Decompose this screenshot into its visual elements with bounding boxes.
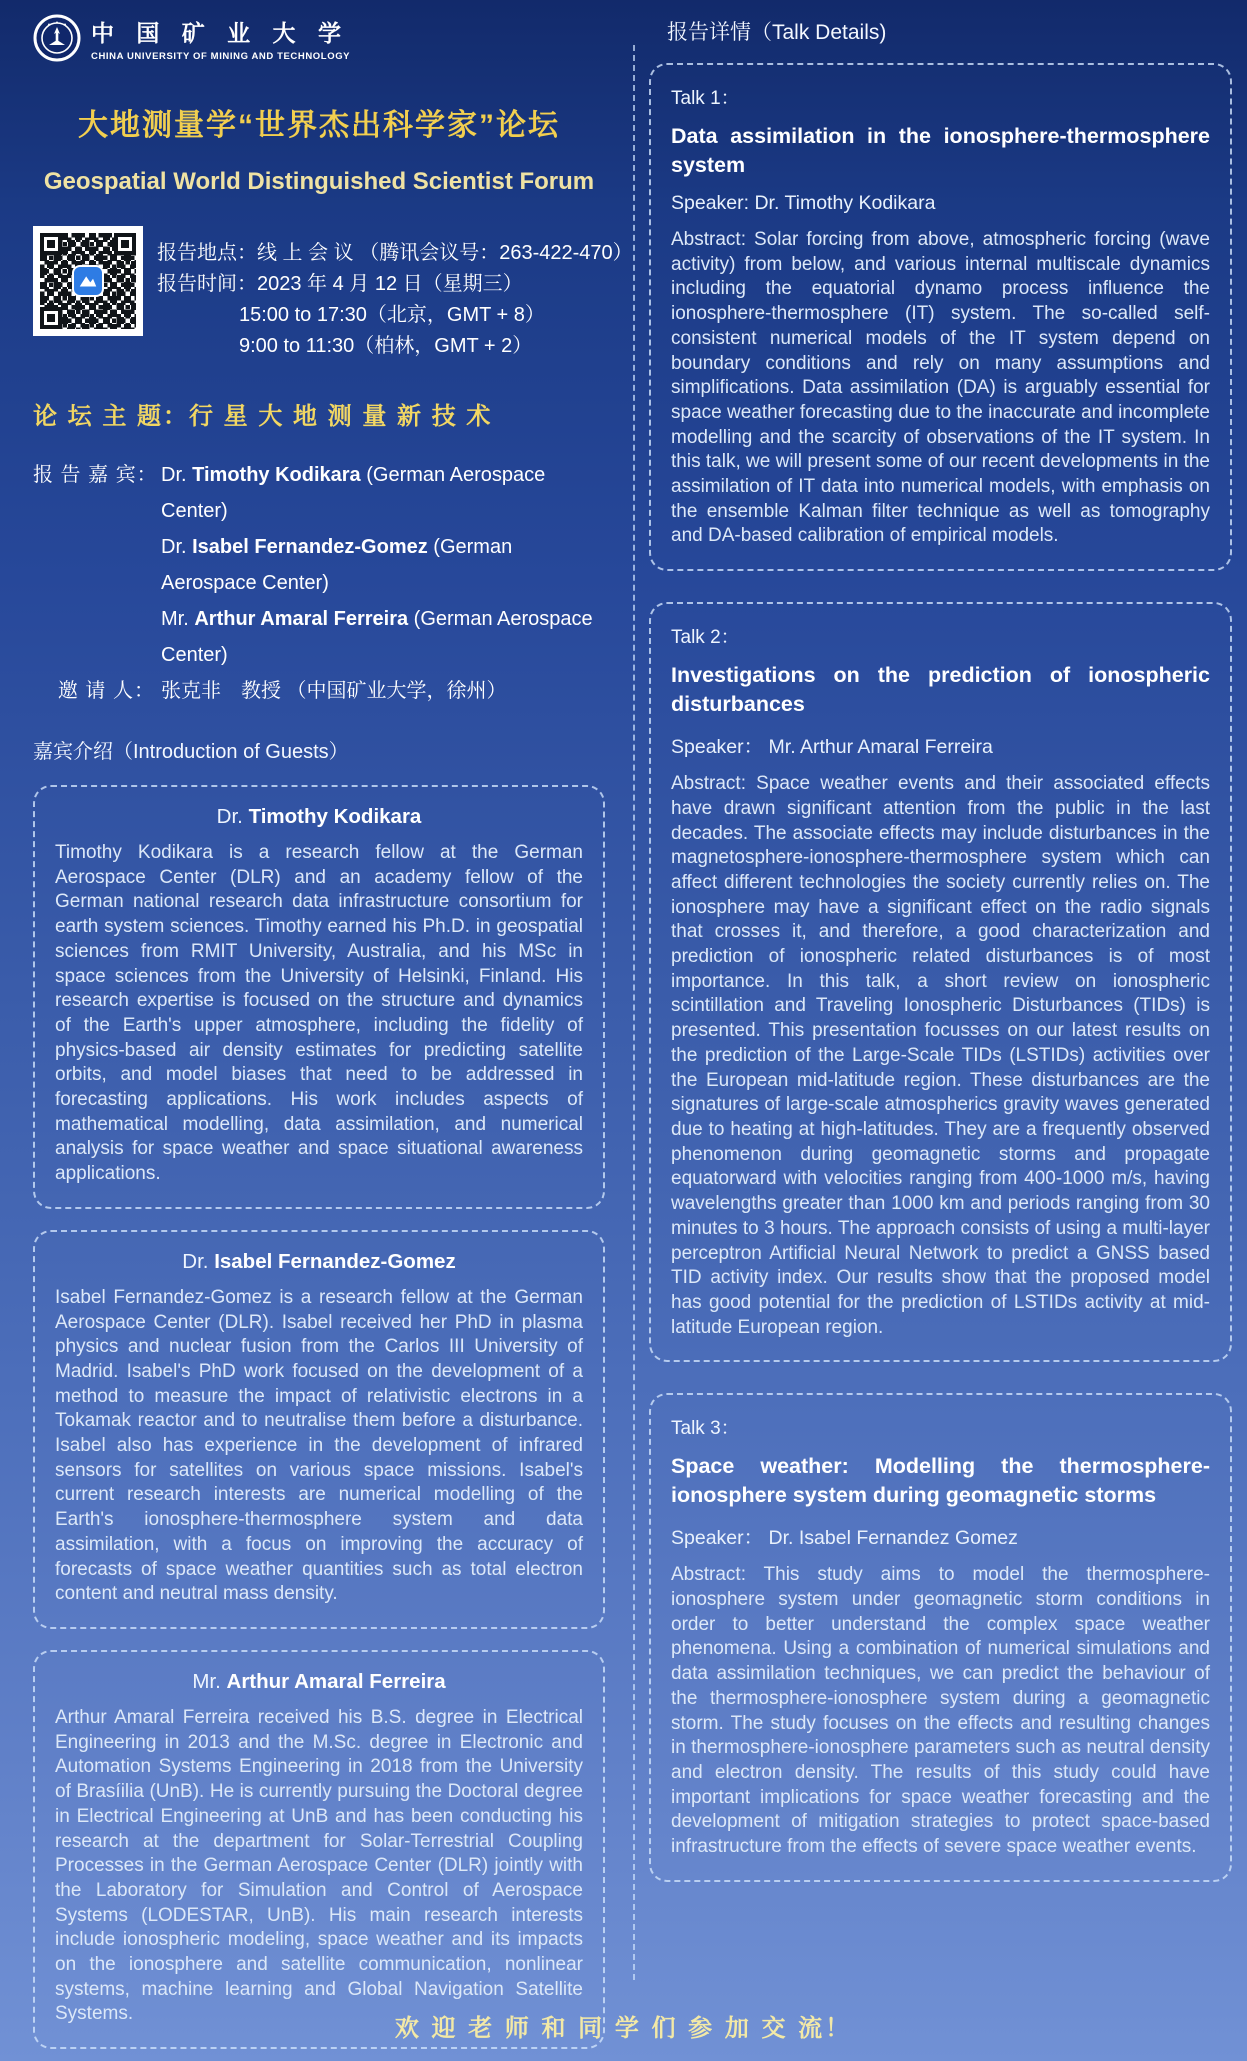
guest-name-heading	[55, 805, 583, 829]
guest-bio-card	[33, 785, 605, 1209]
forum-title-cn: 大地测量学“世界杰出科学家”论坛	[78, 109, 560, 142]
talks-section-title: 报告详情（Talk Details)	[667, 21, 887, 44]
forum-theme-label: 论 坛 主 题：	[33, 403, 190, 430]
guest-name: Arthur Amaral Ferreira	[226, 1669, 446, 1693]
university-name-cn: 中 国 矿 业 大 学	[91, 19, 349, 46]
talk-abstract: Abstract: Space weather events and their associated effects have drawn significant attention from the public in the last decades. The associate effects may include disturbances in the magnetosphere-ionosphere-thermosphere system which can affect different technologies the society currently relies on. The ionosphere may have a significant effect on the radio signals that crosses it, and therefore, a good characterization and prediction of ionospheric related disturbances is of most importance. In this talk, a short review on ionospheric scintillation and Traveling Ionospheric Disturbances (TIDs) is presented. This presentation focusses on our latest results on the prediction of the Large-Scale TIDs (LSTIDs) activities over the European mid-latitude region. These disturbances are the signatures of large-scale atmospherics gravity waves generated due to heating at high-latitudes. They are a frequently observed phenomenon during geomagnetic storms and propagate equatorward with velocities ranging from 400-1000 m/s, having wavelengths greater than 1000 km and periods ranging from 30 minutes to 3 hours. The approach consists of using a multi-layer perceptron Artificial Neural Network to predict a GNSS based TID activity index. Our results show that the proposed model has good potential for the prediction of LSTIDs activity at mid-latitude European region.	[671, 773, 1210, 1338]
speaker-affiliation: (German Aerospace Center)	[161, 464, 546, 522]
guest-prefix: Dr.	[182, 1249, 215, 1273]
forum-title-en: Geospatial World Distinguished Scientist Forum	[43, 168, 595, 195]
talk-abstract: Abstract: This study aims to model the thermosphere-ionosphere system under geomagnetic storm conditions in order to better understand the complex space weather phenomena. Using a combination of numerical simulations and data assimilation techniques, we can predict the behaviour of the thermosphere-ionosphere system during a geomagnetic storm. The study focuses on the effects and resulting changes in thermosphere-ionosphere parameters such as neutral density and electron density. The results of this study could have important implications for space weather forecasting and the development of mitigation strategies to protect space-based infrastructure from the effects of severe space weather events.	[671, 1564, 1210, 1858]
meeting-location-line: 报告地点：线 上 会 议 （腾讯会议号：263-422-470）	[157, 242, 633, 264]
guest-name: Isabel Fernandez-Gomez	[214, 1249, 456, 1273]
qr-finder-icon	[40, 307, 62, 329]
guest-bio-text: Arthur Amaral Ferreira received his B.S. degree in Electrical Engineering in 2013 and the M.Sc. degree in Electronic and Automation Systems Engineering in 2018 from the University of Brasíilia (UnB). He is currently pursuing the Doctoral degree in Electrical Engineering at UnB and has been conducting his research at the department for Solar-Terrestrial Coupling Processes in the German Aerospace Center (DLR) jointly with the Laboratory for Simulation and Control of Aerospace Systems (LODESTAR, UnB). His main research interests include ionospheric modeling, space weather and its impacts on the ionosphere and satellite communication, nonlinear systems, machine learning and Global Navigation Satellite Systems.	[55, 1706, 583, 2025]
guests-section-title: 嘉宾介绍（Introduction of Guests）	[33, 741, 349, 763]
university-header	[33, 14, 605, 62]
guest-bio-text: Timothy Kodikara is a research fellow at the German Aerospace Center (DLR) and an academy fellow of the German national research data infrastructure consortium for earth system sciences. Timothy earned his Ph.D. in geospatial sciences from RMIT University, Australia, and his MSc in space sciences from the University of Helsinki, Finland. His research expertise is focused on the structure and dynamics of the Earth's upper atmosphere, including the fidelity of physics-based air density estimates for predicting satellite orbits, and model biases that need to be addressed in forecasting applications. His work includes aspects of mathematical modelling, data assimilation, and numerical analysis for space weather and space situational awareness applications.	[55, 842, 583, 1185]
speaker-affiliation: (German Aerospace Center)	[161, 608, 593, 666]
guest-name-heading	[55, 1250, 583, 1274]
host-label: 邀 请 人：	[57, 680, 155, 702]
forum-theme-value: 行 星 大 地 测 量 新 技 术	[189, 403, 493, 430]
talk-abstract: Abstract: Solar forcing from above, atmospheric forcing (wave activity) from below, and various internal multiscale dynamics including the equatorial dynamo process influence the ionosphere-thermosphere (IT) system. The so-called self-consistent numerical models of the IT system depend on boundary conditions and rely on many assumptions and simplifications. Data assimilation (DA) is arguably essential for space weather forecasting due to the inaccurate and incomplete modelling and the scarcity of observations of the IT system. In this talk, we will present some of our recent developments in the assimilation of IT data into numerical models, with emphasis on the ensemble Kalman filter technique as well as tomography and DA-based calibration of empirical models.	[671, 229, 1210, 547]
talk-label: Talk 3：	[671, 1418, 740, 1440]
meeting-date-line: 报告时间：2023 年 4 月 12 日（星期三）	[157, 273, 523, 295]
qr-finder-icon	[114, 233, 136, 255]
speaker-line	[161, 529, 605, 601]
guest-prefix: Mr.	[192, 1669, 227, 1693]
talk-label: Talk 1：	[671, 88, 740, 109]
university-logo-icon	[33, 14, 81, 62]
speaker-line	[161, 457, 605, 529]
speaker-name: Timothy Kodikara	[192, 464, 361, 486]
talk-label: Talk 2：	[671, 627, 740, 649]
tencent-meeting-icon	[72, 265, 104, 297]
talk-speaker: Speaker： Mr. Arthur Amaral Ferreira	[671, 736, 993, 759]
meeting-time-berlin: 9:00 to 11:30（柏林，GMT + 2）	[239, 335, 533, 357]
talk-title: Space weather: Modelling the thermosphere-ionosphere system during geomagnetic storms	[671, 1454, 1210, 1507]
welcome-footer: 欢 迎 老 师 和 同 学 们 参 加 交 流！	[394, 2015, 853, 2042]
guest-name-heading	[55, 1670, 583, 1694]
host-section	[33, 673, 605, 709]
host-name: 张克非 教授 （中国矿业大学，徐州）	[161, 680, 507, 702]
speaker-prefix: Mr.	[161, 608, 195, 630]
talk-speaker: Speaker: Dr. Timothy Kodikara	[671, 192, 936, 214]
guest-prefix: Dr.	[216, 805, 249, 828]
qr-pattern	[40, 233, 136, 329]
university-name-block	[91, 15, 350, 62]
speaker-prefix: Dr.	[161, 464, 193, 486]
speaker-prefix: Dr.	[161, 536, 193, 558]
speaker-affiliation: (German Aerospace Center)	[161, 536, 513, 594]
guest-name: Timothy Kodikara	[248, 805, 422, 828]
qr-code	[33, 226, 143, 336]
talk-card	[649, 1393, 1232, 1881]
meeting-details	[157, 226, 633, 362]
guest-bio-card	[33, 1230, 605, 1629]
speakers-section	[33, 457, 605, 673]
university-name-en: CHINA UNIVERSITY OF MINING AND TECHNOLOGY	[91, 50, 351, 62]
speaker-line	[161, 601, 605, 673]
talk-speaker: Speaker： Dr. Isabel Fernandez Gomez	[671, 1527, 1018, 1550]
talk-title: Data assimilation in the ionosphere-thermosphere system	[671, 124, 1210, 177]
speaker-name: Arthur Amaral Ferreira	[194, 608, 409, 630]
guest-bio-text: Isabel Fernandez-Gomez is a research fellow at the German Aerospace Center (DLR). Isabel received her PhD in plasma physics and nuclear fusion from the Carlos III University of Madrid. Isabel's PhD work focused on the development of a method to measure the impact of relativistic electrons in a Tokamak reactor and to neutralise them before a disturbance. Isabel also has experience in the development of infrared sensors for satellites on various space missions. Isabel's current research interests are numerical modelling of the Earth's ionosphere-thermosphere system and data assimilation, with a focus on improving the accuracy of forecasts of space weather quantities such as total electron content and neutral mass density.	[55, 1286, 583, 1605]
speaker-name: Isabel Fernandez-Gomez	[192, 536, 428, 558]
qr-finder-icon	[40, 233, 62, 255]
right-column	[635, 0, 1247, 1998]
left-column	[0, 0, 633, 2025]
talk-card	[649, 63, 1232, 571]
speakers-label: 报 告 嘉 宾：	[33, 464, 158, 486]
meeting-time-beijing: 15:00 to 17:30（北京，GMT + 8）	[239, 304, 545, 326]
forum-theme-line	[33, 396, 605, 431]
talk-title: Investigations on the prediction of ionospheric disturbances	[671, 663, 1210, 716]
guest-bio-card	[33, 1650, 605, 2049]
meeting-info-section	[33, 226, 633, 362]
talk-card	[649, 602, 1232, 1362]
speakers-list	[161, 457, 605, 673]
